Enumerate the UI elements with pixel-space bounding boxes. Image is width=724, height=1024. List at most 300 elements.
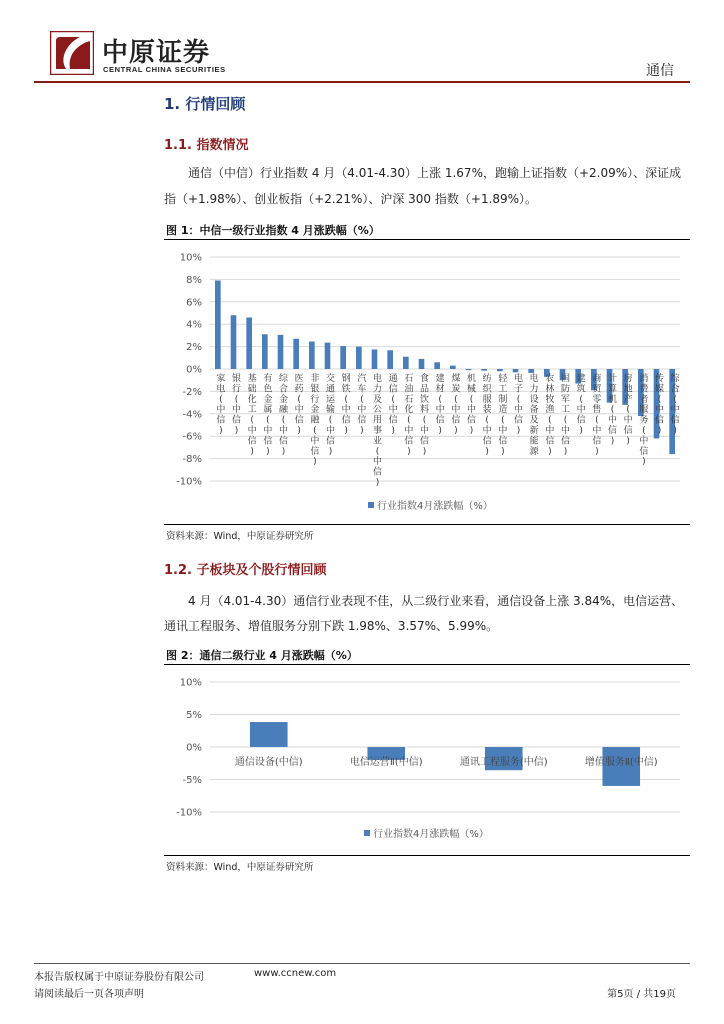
category-label-group <box>263 372 272 457</box>
category-label-char: 信 <box>592 436 602 447</box>
category-label-char: 信 <box>310 446 320 457</box>
bar <box>309 342 315 369</box>
bar <box>278 335 284 369</box>
category-label-char: 牧 <box>545 394 555 405</box>
category-label-char: 中 <box>451 405 461 416</box>
category-label-char: ( <box>328 415 333 426</box>
category-label: 通讯工程服务(中信) <box>459 757 548 768</box>
figure1-title: 图 1：中信一级行业指数 4 月涨跌幅（%） <box>166 224 380 237</box>
category-label-char: 零 <box>592 394 602 405</box>
category-label-char: ) <box>234 426 239 436</box>
y-tick-label: -4% <box>182 409 202 421</box>
category-label-char: 信 <box>623 426 633 436</box>
category-label-char: 铁 <box>341 384 351 395</box>
category-label-char: ) <box>313 457 317 468</box>
category-label-char: 中 <box>419 426 430 436</box>
category-label-char: 械 <box>466 384 477 395</box>
logo-text-cn: 中原证券 <box>102 38 211 68</box>
category-label-char: 合 <box>670 384 680 395</box>
footer-copyright: 本报告版权属于中原证券股份有限公司 <box>34 972 204 983</box>
category-label-char: ( <box>219 394 223 405</box>
category-label-char: 中 <box>498 426 508 436</box>
category-label-char: 中 <box>545 426 555 436</box>
category-label-char: ( <box>454 394 458 405</box>
y-tick-label: 10% <box>179 677 202 689</box>
bar <box>250 722 288 747</box>
category-label-group <box>357 372 366 436</box>
category-label-char: 及 <box>529 415 539 426</box>
category-label-char: 化 <box>404 405 414 416</box>
category-label-char: 车 <box>357 384 367 395</box>
category-label-char: ) <box>344 426 348 436</box>
category-label-char: 地 <box>623 384 633 395</box>
category-label-char: ( <box>610 405 615 416</box>
legend-swatch <box>364 830 370 836</box>
category-label-char: 力 <box>372 384 383 395</box>
category-label-group <box>530 372 540 457</box>
bar <box>450 366 456 369</box>
category-label-char: 业 <box>372 436 383 447</box>
category-label-char: ) <box>297 426 301 436</box>
category-label-char: 基 <box>247 374 257 384</box>
category-label-char: 中 <box>513 405 524 416</box>
bar <box>387 350 393 369</box>
category-label-char: 渔 <box>545 405 555 416</box>
category-label-char: ( <box>422 415 427 426</box>
category-label-char: ( <box>469 394 474 405</box>
category-label-char: 房 <box>623 374 633 384</box>
section-title-subsector: 1.2. 子板块及个股行情回顾 <box>164 563 327 578</box>
bar <box>246 317 252 369</box>
category-label-char: 中 <box>216 405 226 416</box>
category-label: 增值服务Ⅱ(中信) <box>584 757 658 768</box>
category-label-char: 中 <box>576 405 586 416</box>
category-label-char: ( <box>501 415 505 426</box>
category-label-char: 中 <box>278 426 289 436</box>
category-label-char: 输 <box>325 405 336 416</box>
category-label-group <box>608 372 617 446</box>
category-label-char: 产 <box>623 394 633 405</box>
bar <box>403 357 409 369</box>
category-label-char: 建 <box>435 374 445 384</box>
category-label-char: 中 <box>294 405 304 416</box>
category-label-char: 炭 <box>451 384 461 395</box>
category-label-char: 电 <box>372 374 383 384</box>
category-label-char: ( <box>250 415 254 426</box>
bar <box>293 339 299 369</box>
category-label-char: ( <box>266 415 270 426</box>
category-label-char: 通 <box>388 374 398 384</box>
category-label-char: 装 <box>482 405 492 416</box>
category-label-char: ) <box>407 446 411 457</box>
y-tick-label: 0% <box>186 364 202 376</box>
category-label-char: 信 <box>357 415 367 426</box>
category-label-char: ( <box>595 415 599 426</box>
category-label-char: 轻 <box>498 374 508 384</box>
category-label-char: ( <box>673 394 677 405</box>
category-label-char: 林 <box>545 384 555 395</box>
category-label-char: ) <box>438 426 442 436</box>
y-tick-label: 6% <box>186 297 202 309</box>
category-label-char: 用 <box>372 415 383 426</box>
category-label-char: 信 <box>560 436 571 447</box>
category-label-char: 信 <box>231 415 242 426</box>
category-label-char: 行 <box>231 384 242 395</box>
category-label-char: 金 <box>310 405 320 416</box>
category-label-group <box>326 372 336 457</box>
category-label-char: 金 <box>263 394 273 405</box>
category-label-char: 属 <box>263 405 273 416</box>
category-label-char: 料 <box>419 405 430 416</box>
category-label-char: 商 <box>592 374 602 384</box>
category-label-char: 力 <box>529 384 539 395</box>
category-label-char: 非 <box>310 374 320 384</box>
category-label-char: 信 <box>388 415 398 426</box>
category-label-char: 汽 <box>357 374 367 384</box>
bar <box>215 281 221 369</box>
figure1-bottom-rule <box>164 524 690 525</box>
category-label-char: 信 <box>513 415 524 426</box>
category-label-char: 中 <box>607 415 618 426</box>
category-label-group <box>545 372 554 457</box>
category-label-char: 油 <box>404 384 414 395</box>
category-label-group <box>467 372 476 436</box>
category-label-char: 合 <box>278 384 289 395</box>
chart-legend <box>364 827 489 840</box>
section-title-index: 1.1. 指数情况 <box>164 138 249 153</box>
category-label-char: 融 <box>278 405 289 416</box>
category-label-char: 信 <box>341 415 351 426</box>
category-label-group <box>436 372 445 436</box>
figure2-source: 资料来源：Wind，中原证券研究所 <box>166 862 314 873</box>
category-label-char: ( <box>391 394 395 405</box>
category-label-group <box>451 372 460 436</box>
category-label-char: 中 <box>372 457 383 468</box>
category-label-char: 通 <box>325 384 336 395</box>
bar <box>513 369 519 372</box>
category-label-group <box>577 372 586 436</box>
y-tick-label: 8% <box>186 274 202 286</box>
category-label-char: 费 <box>639 384 649 395</box>
category-label-char: ) <box>281 446 286 457</box>
category-label-group <box>373 372 382 488</box>
category-label-char: 信 <box>498 436 508 447</box>
category-label-char: ( <box>313 426 317 436</box>
category-label-char: 中 <box>435 405 445 416</box>
bar <box>497 369 503 371</box>
bar <box>434 362 440 369</box>
paragraph-index-line2: 指（+1.98%）、创业板指（+2.21%）、沪深 300 指数（+1.89%）。 <box>164 192 538 206</box>
category-label-char: 金 <box>278 394 289 405</box>
bar <box>481 369 487 371</box>
category-label-char: 石 <box>404 394 414 405</box>
category-label-char: ) <box>642 457 646 468</box>
category-label-char: 信 <box>325 436 336 447</box>
category-label-char: 源 <box>529 446 539 457</box>
y-tick-label: 4% <box>186 319 202 331</box>
category-label-char: 信 <box>435 415 445 426</box>
figure2-top-rule <box>164 664 690 665</box>
category-label-group <box>624 372 633 446</box>
category-label-char: 中 <box>592 426 602 436</box>
category-label-char: 者 <box>639 394 649 405</box>
bar <box>356 347 362 369</box>
category-label-char: ) <box>548 446 552 457</box>
category-label-char: ) <box>516 426 521 436</box>
category-label-char: 事 <box>372 426 383 436</box>
category-label-char: 信 <box>388 384 398 395</box>
category-label-char: ) <box>563 446 568 457</box>
industry-index-chart <box>164 241 690 521</box>
category-label-group <box>310 372 320 467</box>
category-label-char: 行 <box>310 394 320 405</box>
section-title-market-review: 1. 行情回顾 <box>164 95 246 113</box>
category-label-char: 织 <box>482 384 492 395</box>
category-label-char: ) <box>610 436 615 447</box>
category-label-group <box>295 373 304 436</box>
category-label-char: ) <box>454 426 458 436</box>
figure1-source: 资料来源：Wind，中原证券研究所 <box>166 531 314 542</box>
category-label-char: 工 <box>247 405 257 416</box>
category-label-char: ( <box>516 394 521 405</box>
bar <box>325 343 331 369</box>
y-tick-label: -10% <box>176 476 202 488</box>
category-label-char: 新 <box>529 426 539 436</box>
category-label-char: 中 <box>482 426 492 436</box>
category-label-char: 信 <box>607 426 618 436</box>
category-label-char: 化 <box>247 394 257 405</box>
category-label-char: 信 <box>639 446 649 457</box>
category-label-char: 传 <box>654 374 665 384</box>
category-label-char: 信 <box>654 415 665 426</box>
company-logo-icon <box>50 31 94 75</box>
category-label-char: 算 <box>607 384 618 395</box>
legend-label: 行业指数4月涨跌幅（%） <box>373 829 489 840</box>
category-label-char: 售 <box>592 405 602 416</box>
legend-label: 行业指数4月涨跌幅（%） <box>377 501 493 512</box>
category-label-char: ) <box>485 446 489 457</box>
category-label-char: 服 <box>639 405 649 416</box>
category-label-group <box>592 372 602 457</box>
legend-swatch <box>368 502 374 508</box>
category-label-char: ( <box>360 394 364 405</box>
category-label-char: 信 <box>216 415 226 426</box>
category-label: 电信运营Ⅱ(中信) <box>349 757 423 768</box>
category-label-char: 工 <box>560 405 571 416</box>
bar <box>419 359 425 369</box>
bar <box>528 369 534 373</box>
category-label-char: 纺 <box>482 374 492 384</box>
category-label-char: 家 <box>216 374 226 384</box>
category-label-group <box>232 372 241 436</box>
category-label-char: 品 <box>419 384 430 395</box>
figure1-top-rule <box>164 239 690 240</box>
bar <box>340 346 346 369</box>
category-label-char: 国 <box>560 374 571 384</box>
category-label-char: ( <box>642 426 646 436</box>
category-label-char: 备 <box>529 405 539 416</box>
category-label-char: 综 <box>278 374 289 384</box>
paragraph-index-line1: 通信（中信）行业指数 4 月（4.01-4.30）上涨 1.67%，跑输上证指数（+2.09%）、深证成 <box>188 166 682 180</box>
category-label-group <box>279 372 289 457</box>
figure2-bottom-rule <box>164 855 690 856</box>
category-label-char: 信 <box>466 415 477 426</box>
category-label-char: 造 <box>498 405 508 416</box>
y-tick-label: 5% <box>186 710 202 721</box>
category-label-char: 电 <box>513 374 524 384</box>
category-label-char: 中 <box>247 426 257 436</box>
y-tick-label: -5% <box>182 775 202 786</box>
category-label-char: ) <box>391 426 395 436</box>
footer-website[interactable]: www.ccnew.com <box>254 968 337 979</box>
category-label-char: ) <box>595 446 599 457</box>
chart-legend <box>368 499 493 512</box>
category-label-char: 银 <box>310 384 320 395</box>
category-label-char: ( <box>485 415 489 426</box>
category-label-char: 饮 <box>419 394 430 405</box>
category-label-char: 信 <box>576 415 586 426</box>
category-label-char: ) <box>469 426 474 436</box>
category-label-char: 服 <box>482 394 492 405</box>
category-label-group <box>483 372 493 457</box>
category-label-char: 计 <box>607 374 618 384</box>
category-label-char: ) <box>579 426 583 436</box>
category-label-char: ) <box>375 478 380 488</box>
category-label-char: ) <box>501 446 505 457</box>
category-label-char: 信 <box>670 415 680 426</box>
category-label-char: 中 <box>357 405 367 416</box>
category-label-char: 工 <box>498 384 508 395</box>
category-label-char: ( <box>563 415 568 426</box>
category-label-char: ) <box>250 446 254 457</box>
y-tick-label: 2% <box>186 342 202 354</box>
category-label-char: ( <box>626 405 630 416</box>
category-label-char: 中 <box>404 426 414 436</box>
category-label-char: ) <box>219 426 223 436</box>
category-label-char: 中 <box>466 405 477 416</box>
category-label-char: ( <box>344 394 348 405</box>
category-label-char: 色 <box>263 384 273 395</box>
category-label-group <box>342 372 351 436</box>
footer-divider <box>34 963 690 964</box>
category-label-char: 中 <box>231 405 242 416</box>
figure2-title: 图 2：通信二级行业 4 月涨跌幅（%） <box>166 649 358 662</box>
category-label-group <box>561 373 570 457</box>
category-label-char: 信 <box>404 436 414 447</box>
category-label-char: 食 <box>419 374 430 384</box>
bar <box>466 369 472 370</box>
category-label-char: 中 <box>654 405 665 416</box>
category-label-char: 消 <box>639 374 649 384</box>
y-tick-label: -8% <box>182 454 202 466</box>
category-label-char: 中 <box>341 405 351 416</box>
category-label-char: ) <box>626 436 630 447</box>
category-label-char: 建 <box>576 374 586 384</box>
category-label-char: ) <box>266 446 270 457</box>
footer-page-number: 第5页 / 共19页 <box>607 989 676 1000</box>
category-label-group <box>514 372 523 436</box>
category-label-char: 防 <box>560 384 571 395</box>
category-label-group <box>216 372 225 436</box>
category-label-char: 机 <box>466 374 477 384</box>
category-label-char: ( <box>579 394 583 405</box>
category-label-char: ( <box>297 394 301 405</box>
category-label-group <box>498 372 508 457</box>
category-label-char: 信 <box>372 467 383 478</box>
bar <box>262 334 268 369</box>
category-label-char: 中 <box>263 426 273 436</box>
category-label-char: 及 <box>372 394 383 405</box>
section-label: 通信 <box>646 63 674 79</box>
y-tick-label: 10% <box>179 252 202 264</box>
category-label-char: 制 <box>498 394 508 405</box>
category-label-char: 银 <box>231 374 242 384</box>
subsector-index-chart <box>164 666 690 852</box>
category-label-char: 中 <box>623 415 633 426</box>
category-label-char: 子 <box>513 384 524 395</box>
category-label-char: 钢 <box>341 374 351 384</box>
category-label-char: 中 <box>639 436 649 447</box>
bar <box>231 315 237 369</box>
category-label-char: ) <box>360 426 364 436</box>
category-label-char: 军 <box>560 394 571 405</box>
category-label-char: 筑 <box>576 384 586 395</box>
category-label-group <box>639 372 649 467</box>
category-label-char: ) <box>673 426 677 436</box>
category-label-char: ( <box>657 394 662 405</box>
header-divider <box>34 81 690 83</box>
category-label-char: 信 <box>294 415 304 426</box>
category-label-char: ( <box>281 415 286 426</box>
y-tick-label: 0% <box>186 742 202 754</box>
category-label-char: 农 <box>545 374 555 384</box>
category-label-char: 务 <box>639 415 649 426</box>
category-label-char: 信 <box>482 436 492 447</box>
y-tick-label: -10% <box>176 807 202 819</box>
category-label-char: 煤 <box>451 374 461 384</box>
category-label-char: ( <box>234 394 239 405</box>
footer-disclaimer: 请阅读最后一页各项声明 <box>34 989 144 1000</box>
category-label-char: 融 <box>310 415 320 426</box>
category-label-char: 医 <box>294 374 304 384</box>
category-label-char: ) <box>328 446 333 457</box>
category-label-group <box>404 373 413 457</box>
category-label-char: 贸 <box>592 384 602 395</box>
category-label-char: 信 <box>451 415 461 426</box>
category-label-char: 石 <box>404 374 414 384</box>
category-label-char: ) <box>657 426 662 436</box>
category-label-char: 信 <box>263 436 273 447</box>
category-label-char: ( <box>407 415 411 426</box>
category-label-char: 信 <box>278 436 289 447</box>
category-label-char: 信 <box>419 436 430 447</box>
category-label-char: 信 <box>247 436 257 447</box>
category-label-char: 能 <box>529 436 539 447</box>
category-label-char: 材 <box>435 384 445 395</box>
category-label-group <box>420 372 429 457</box>
category-label-char: 交 <box>325 374 336 384</box>
category-label-char: 有 <box>263 374 273 384</box>
category-label-char: 综 <box>670 374 680 384</box>
category-label-char: 机 <box>607 394 618 405</box>
category-label-char: ( <box>548 415 552 426</box>
y-tick-label: -2% <box>182 386 202 398</box>
category-label-char: 媒 <box>654 384 665 395</box>
category-label-char: 电 <box>216 384 226 395</box>
category-label-char: 电 <box>529 374 539 384</box>
category-label-char: 中 <box>325 426 336 436</box>
category-label-char: ( <box>375 446 380 457</box>
